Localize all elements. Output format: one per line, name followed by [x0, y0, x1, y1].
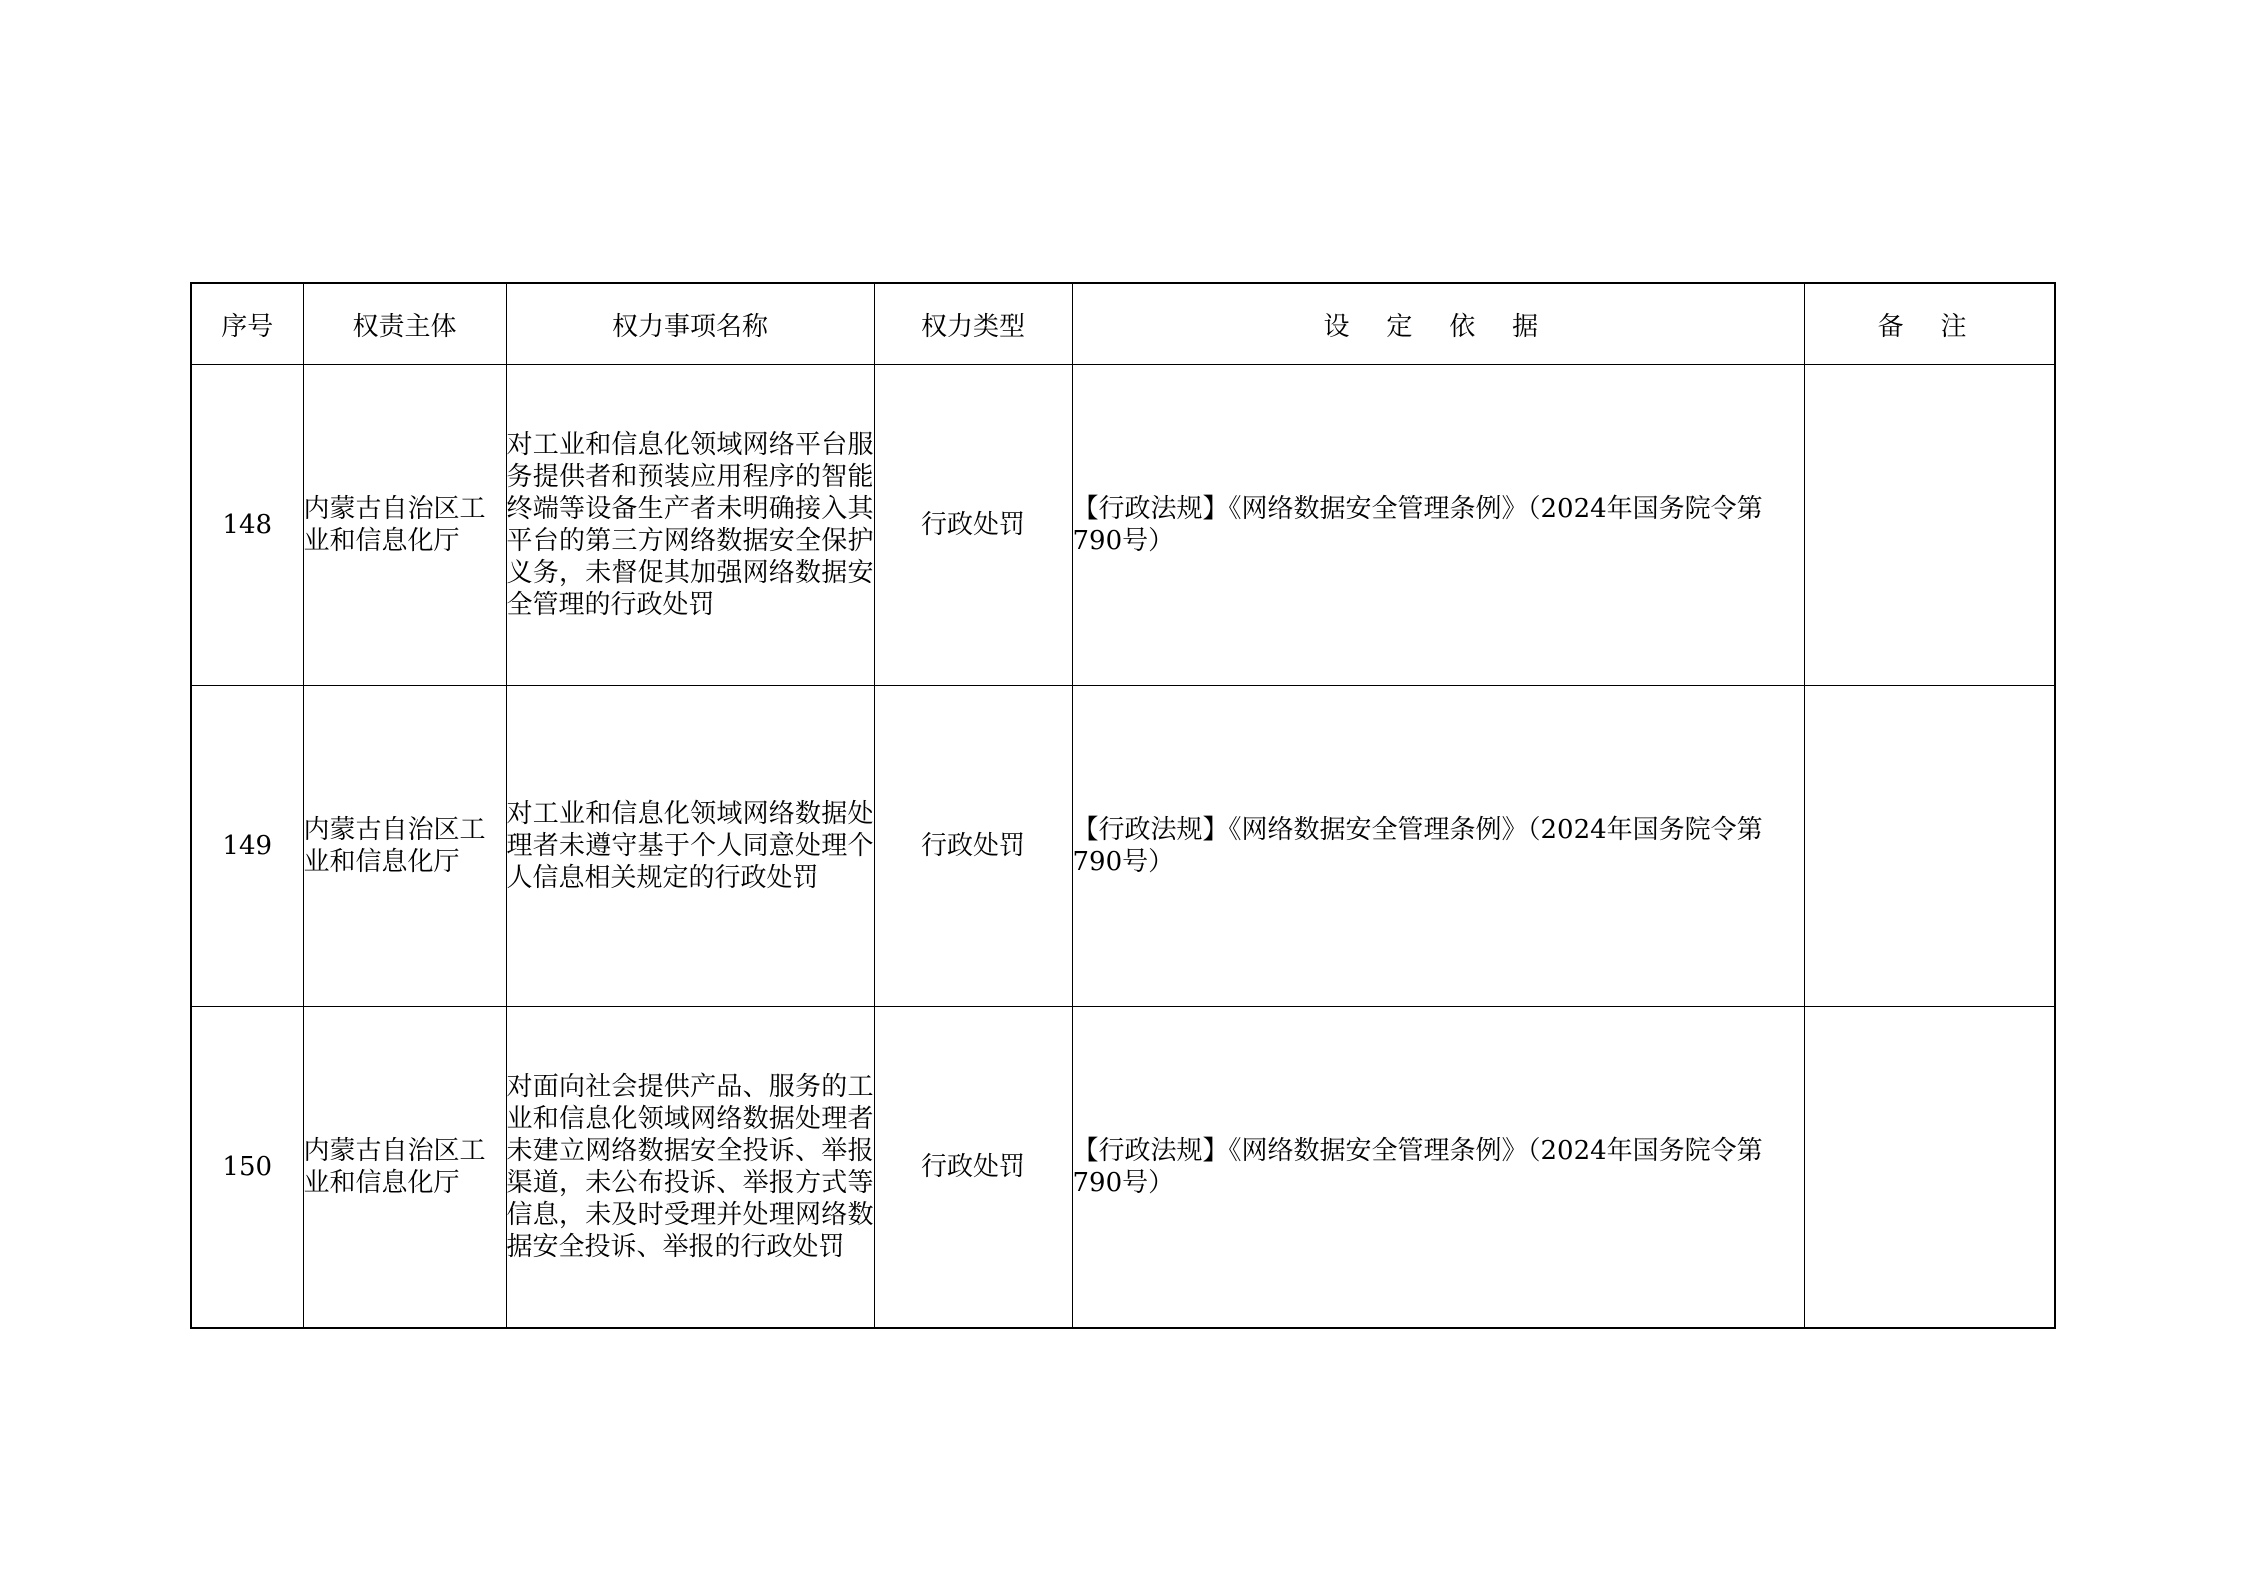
cell-type: 行政处罚: [874, 365, 1072, 686]
cell-basis: 【行政法规】《网络数据安全管理条例》（2024年国务院令第790号）: [1072, 1007, 1804, 1329]
cell-type: 行政处罚: [874, 1007, 1072, 1329]
header-subject: 权责主体: [303, 283, 506, 365]
cell-subject: 内蒙古自治区工业和信息化厅: [303, 686, 506, 1007]
cell-remark: [1804, 365, 2055, 686]
cell-subject: 内蒙古自治区工业和信息化厅: [303, 365, 506, 686]
cell-basis: 【行政法规】《网络数据安全管理条例》（2024年国务院令第790号）: [1072, 365, 1804, 686]
table-header-row: [191, 283, 2055, 365]
cell-subject: 内蒙古自治区工业和信息化厅: [303, 1007, 506, 1329]
table-row: [191, 686, 2055, 1007]
cell-basis: 【行政法规】《网络数据安全管理条例》（2024年国务院令第790号）: [1072, 686, 1804, 1007]
table-row: [191, 1007, 2055, 1329]
cell-seq: 148: [191, 365, 303, 686]
header-remark: 备 注: [1804, 283, 2055, 365]
table-row: [191, 365, 2055, 686]
cell-seq: 149: [191, 686, 303, 1007]
cell-name: 对工业和信息化领域网络数据处理者未遵守基于个人同意处理个人信息相关规定的行政处罚: [506, 686, 874, 1007]
cell-name: 对工业和信息化领域网络平台服务提供者和预装应用程序的智能终端等设备生产者未明确接入其平台的第三方网络数据安全保护义务，未督促其加强网络数据安全管理的行政处罚: [506, 365, 874, 686]
header-type: 权力类型: [874, 283, 1072, 365]
cell-remark: [1804, 686, 2055, 1007]
cell-type: 行政处罚: [874, 686, 1072, 1007]
header-basis: 设 定 依 据: [1072, 283, 1804, 365]
cell-remark: [1804, 1007, 2055, 1329]
header-seq: 序号: [191, 283, 303, 365]
header-name: 权力事项名称: [506, 283, 874, 365]
cell-name: 对面向社会提供产品、服务的工业和信息化领域网络数据处理者未建立网络数据安全投诉、举报渠道，未公布投诉、举报方式等信息，未及时受理并处理网络数据安全投诉、举报的行政处罚: [506, 1007, 874, 1329]
cell-seq: 150: [191, 1007, 303, 1329]
power-list-table: [190, 282, 2056, 1329]
